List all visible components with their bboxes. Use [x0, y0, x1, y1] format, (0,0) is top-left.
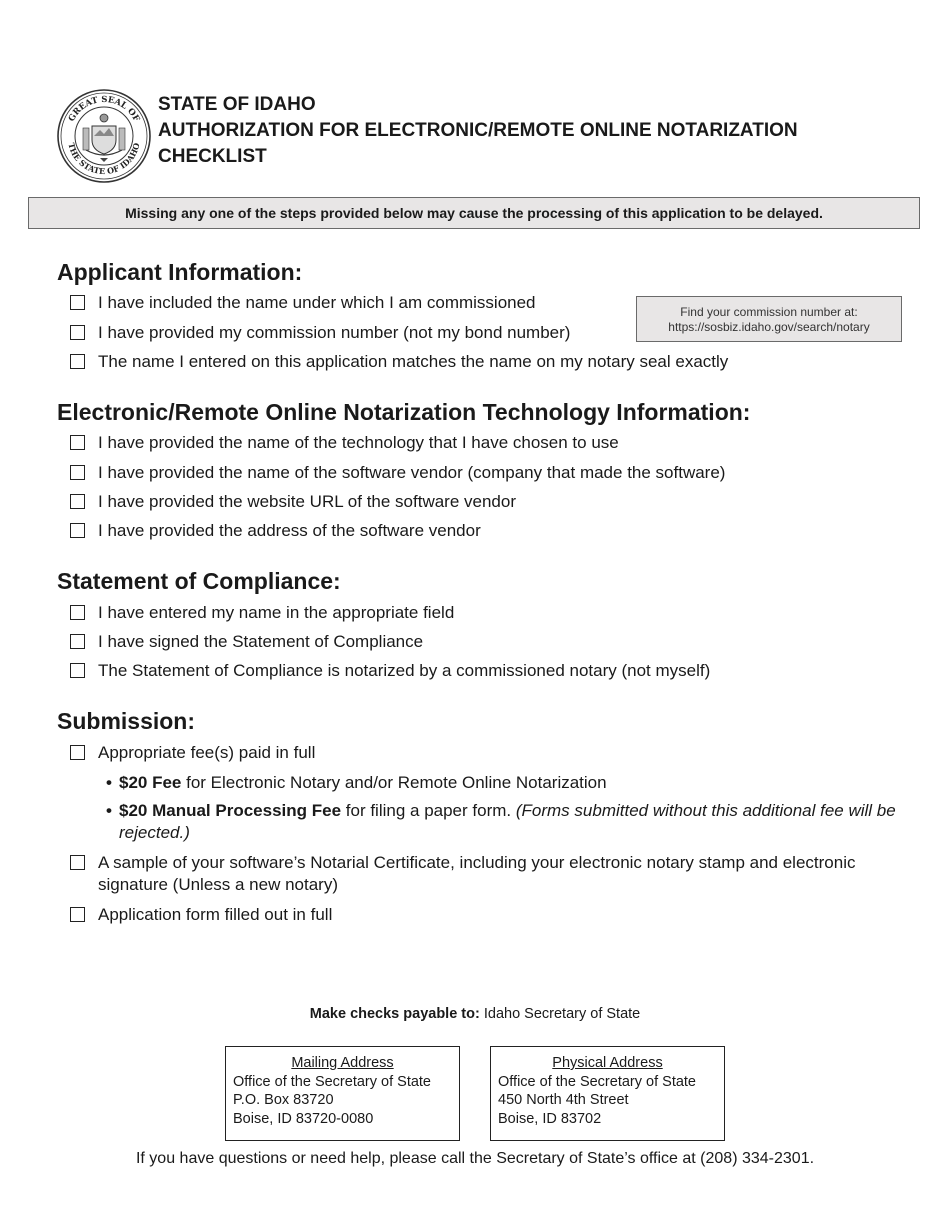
checklist-item-label: I have provided the address of the software vendor [98, 521, 481, 540]
checkbox[interactable] [70, 325, 85, 340]
checklist-item [70, 520, 910, 542]
seal-text-bottom: THE STATE OF IDAHO [66, 141, 142, 177]
checklist-item [70, 852, 860, 896]
physical-address-line: 450 North 4th Street [498, 1092, 629, 1108]
checklist-item-label: I have provided the name of the technology that I have chosen to use [98, 433, 619, 452]
fee-note: (Forms submitted without this additional fee will be rejected.) [119, 801, 896, 842]
checkbox[interactable] [70, 523, 85, 538]
checklist-item-label: The name I entered on this application matches the name on my notary seal exactly [98, 352, 729, 371]
commission-lookup-note [636, 296, 902, 342]
physical-address-box [490, 1046, 725, 1141]
checkbox[interactable] [70, 465, 85, 480]
checklist-item-label: Appropriate fee(s) paid in full [98, 743, 316, 762]
checklist-item [70, 660, 910, 682]
checklist-item [70, 351, 910, 373]
header-state-title: STATE OF IDAHO [158, 94, 316, 115]
header-form-subtitle: CHECKLIST [158, 146, 267, 167]
physical-address-line: Boise, ID 83702 [498, 1110, 602, 1127]
checklist-item [70, 904, 910, 926]
warning-banner: Missing any one of the steps provided below may cause the processing of this application to be delayed. [28, 197, 920, 229]
checkbox[interactable] [70, 663, 85, 678]
fee-description: for filing a paper form. [341, 801, 516, 820]
checklist-item [70, 631, 910, 653]
checklist-item-label: I have included the name under which I am commissioned [98, 293, 536, 312]
checklist-item-label: I have provided the name of the software vendor (company that made the software) [98, 463, 726, 482]
checkbox[interactable] [70, 494, 85, 509]
checklist-item [70, 322, 630, 344]
checkbox[interactable] [70, 745, 85, 760]
payable-line [0, 1006, 950, 1022]
section-title-technology: Electronic/Remote Online Notarization Technology Information: [57, 399, 751, 425]
physical-address-line: Office of the Secretary of State [498, 1073, 697, 1090]
checkbox[interactable] [70, 435, 85, 450]
checklist-item [70, 491, 910, 513]
checkbox[interactable] [70, 295, 85, 310]
fee-name: $20 Fee [119, 773, 182, 792]
mailing-address-line: P.O. Box 83720 [233, 1092, 334, 1108]
checklist-item [70, 432, 910, 454]
checklist-item-label: Application form filled out in full [98, 905, 333, 924]
bullet-dot: • [106, 801, 112, 820]
fee-bullet-text [119, 772, 896, 794]
section-title-submission: Submission: [57, 708, 196, 734]
checkbox[interactable] [70, 634, 85, 649]
checklist-item [70, 742, 910, 764]
checklist-item [70, 462, 910, 484]
checkbox[interactable] [70, 907, 85, 922]
checklist-item [70, 292, 630, 314]
checkbox[interactable] [70, 605, 85, 620]
seal-text-top: GREAT SEAL OF [66, 94, 142, 124]
checkbox[interactable] [70, 354, 85, 369]
mailing-address-title: Mailing Address [291, 1055, 394, 1071]
checklist-item-label: The Statement of Compliance is notarized by a commissioned notary (not myself) [98, 661, 711, 680]
checkbox[interactable] [70, 855, 85, 870]
state-seal-image [56, 88, 152, 184]
fee-bullet [106, 772, 896, 794]
payable-label: Make checks payable to: [309, 1006, 480, 1022]
section-title-compliance: Statement of Compliance: [57, 568, 341, 594]
lookup-note-url[interactable]: https://sosbiz.idaho.gov/search/notary [668, 320, 870, 334]
payable-value: Idaho Secretary of State [479, 1006, 641, 1022]
header-form-title: AUTHORIZATION FOR ELECTRONIC/REMOTE ONLINE NOTARIZATION [158, 120, 798, 141]
fee-description: for Electronic Notary and/or Remote Online Notarization [181, 773, 607, 792]
mailing-address-box [225, 1046, 460, 1141]
fee-bullet-text [119, 800, 896, 844]
fee-bullet [106, 800, 896, 844]
checklist-item-label: I have provided my commission number (not my bond number) [98, 323, 571, 342]
lookup-note-label: Find your commission number at: [680, 305, 858, 319]
checklist-item-label: A sample of your software’s Notarial Certificate, including your electronic notary stamp and electronic signature (Unless a new notary) [98, 853, 856, 894]
mailing-address-line: Office of the Secretary of State [233, 1073, 432, 1090]
physical-address-title: Physical Address [552, 1055, 663, 1071]
fee-name: $20 Manual Processing Fee [119, 801, 342, 820]
mailing-address-line: Boise, ID 83720-0080 [233, 1110, 374, 1127]
checklist-item [70, 602, 910, 624]
bullet-dot: • [106, 773, 112, 792]
checklist-item-label: I have entered my name in the appropriate field [98, 603, 455, 622]
checklist-item-label: I have signed the Statement of Compliance [98, 632, 424, 651]
help-contact-text: If you have questions or need help, please call the Secretary of State’s office at (208) 334-2301. [135, 1150, 815, 1167]
section-title-applicant: Applicant Information: [57, 259, 303, 285]
checklist-item-label: I have provided the website URL of the software vendor [98, 492, 516, 511]
